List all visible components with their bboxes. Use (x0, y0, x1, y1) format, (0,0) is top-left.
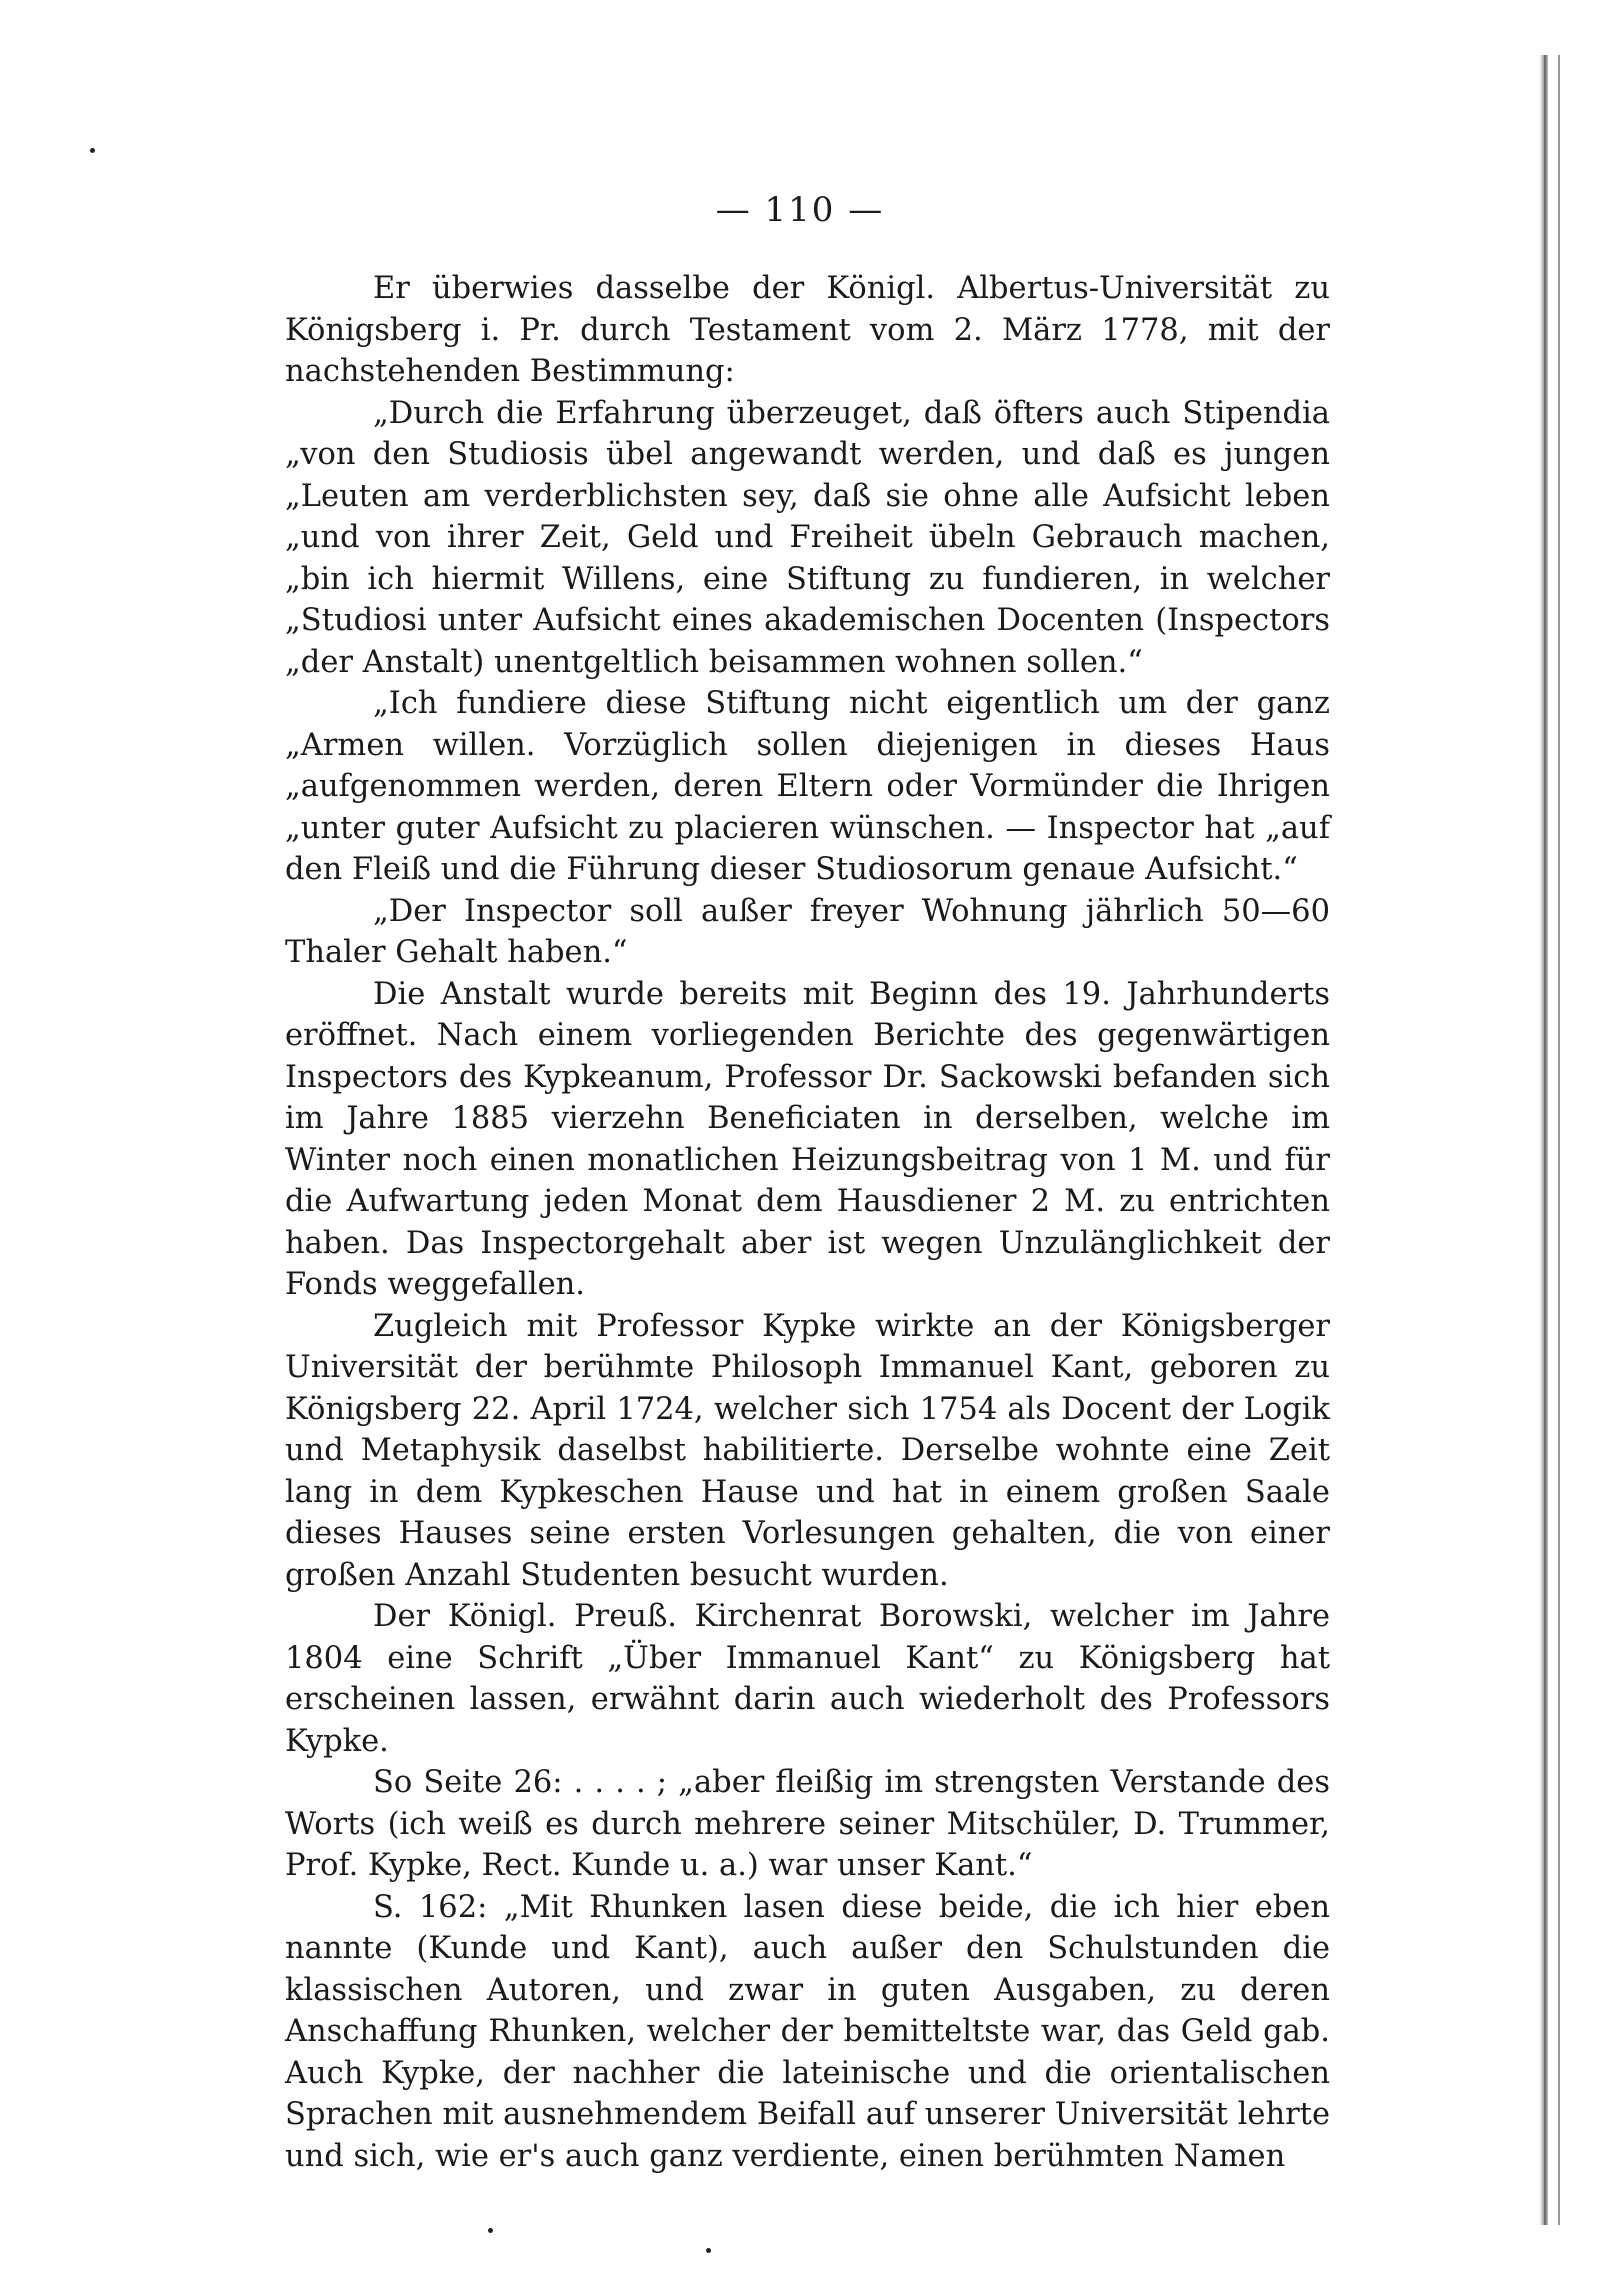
paragraph-seite-162: S. 162: „Mit Rhunken lasen diese beide, die ich hier eben nannte (Kunde und Kant), auch außer den Schulstunden die klassischen Autoren, und zwar in guten Ausgaben, zu deren Anschaffung Rhunken, welcher der bemitteltste war, das Geld gab. Auch Kypke, der nachher die lateinische und die orientalischen Sprachen mit ausnehmendem Beifall auf unserer Universität lehrte und sich, wie er's auch ganz verdiente, einen berühmten Namen (285, 1889, 1330, 2174)
paragraph-quote-purpose: „Ich fundiere diese Stiftung nicht eigentlich um der ganz „Armen willen. Vorzüglich sollen diejenigen in dieses Haus „aufgenommen werden, deren Eltern oder Vormünder die Ihrigen „unter guter Aufsicht zu placieren wünschen. — Inspector hat „auf den Fleiß und die Führung dieser Studiosorum genaue Aufsicht.“ (285, 686, 1330, 887)
paragraph-kant: Zugleich mit Professor Kypke wirkte an der Königsberger Universität der berühmte Philosoph Immanuel Kant, geboren zu Königsberg 22. April 1724, welcher sich 1754 als Docent der Logik und Metaphysik daselbst habilitierte. Derselbe wohnte eine Zeit lang in dem Kypkeschen Hause und hat in einem großen Saale dieses Hauses seine ersten Vorlesungen gehalten, die von einer großen Anzahl Studenten besucht wurden. (285, 1308, 1330, 1593)
page-number: — 110 — (715, 190, 885, 230)
print-speck (488, 2228, 493, 2233)
print-speck (90, 148, 95, 153)
body-text (285, 268, 1330, 2177)
paragraph-quote-salary: „Der Inspector soll außer freyer Wohnung jährlich 50—60 Thaler Gehalt haben.“ (285, 893, 1330, 970)
paragraph-quote-founding: „Durch die Erfahrung überzeuget, daß öfters auch Stipendia „von den Studiosis übel angewandt werden, und daß es jungen „Leuten am verderblichsten sey, daß sie ohne alle Aufsicht leben „und von ihrer Zeit, Geld und Freiheit übeln Gebrauch machen, „bin ich hiermit Willens, eine Stiftung zu fundieren, in welcher „Studiosi unter Aufsicht eines akademischen Docenten (Inspectors „der Anstalt) unentgeltlich beisammen wohnen sollen.“ (285, 395, 1330, 680)
paragraph-seite-26: So Seite 26: . . . . ; „aber fleißig im strengsten Verstande des Worts (ich weiß es durch mehrere seiner Mitschüler, D. Trummer, Prof. Kypke, Rect. Kunde u. a.) war unser Kant.“ (285, 1765, 1330, 1883)
book-gutter-shadow (1540, 55, 1548, 2225)
paragraph-anstalt-opening: Die Anstalt wurde bereits mit Beginn des 19. Jahrhunderts eröffnet. Nach einem vorliegenden Berichte des gegenwärtigen Inspectors des Kypkeanum, Professor Dr. Sackowski befanden sich im Jahre 1885 vierzehn Beneficiaten in derselben, welche im Winter noch einen monatlichen Heizungsbeitrag von 1 M. und für die Aufwartung jeden Monat dem Hausdiener 2 M. zu entrichten haben. Das Inspectorgehalt aber ist wegen Unzulänglichkeit der Fonds weggefallen. (285, 976, 1330, 1302)
paragraph-testament: Er überwies dasselbe der Königl. Albertus-Universität zu Königsberg i. Pr. durch Testament vom 2. März 1778, mit der nachstehenden Bestimmung: (285, 271, 1330, 389)
print-speck (706, 2248, 711, 2253)
paragraph-borowski: Der Königl. Preuß. Kirchenrat Borowski, welcher im Jahre 1804 eine Schrift „Über Immanuel Kant“ zu Königsberg hat erscheinen lassen, erwähnt darin auch wiederholt des Professors Kypke. (285, 1599, 1330, 1759)
book-gutter-edge (1558, 55, 1560, 2225)
